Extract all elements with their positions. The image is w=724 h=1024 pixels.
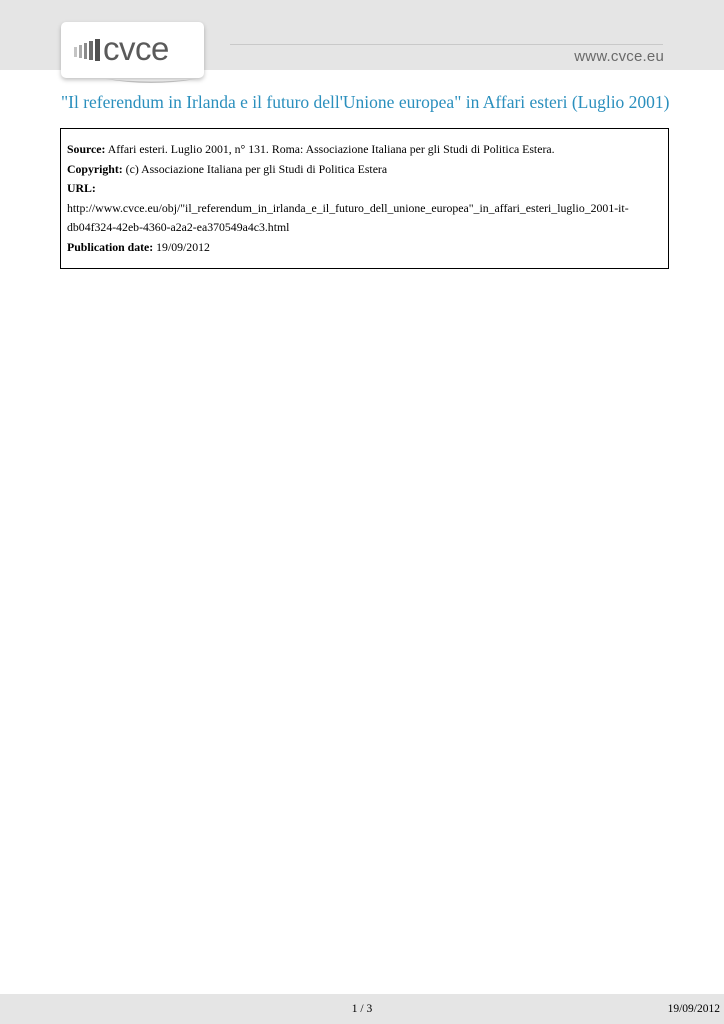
publication-date-value: 19/09/2012 xyxy=(156,239,210,254)
url-label-line xyxy=(67,179,668,199)
source-line xyxy=(67,140,668,160)
logo-shadow xyxy=(106,78,196,86)
publication-date-label: Publication date: xyxy=(67,239,154,254)
footer-date: 19/09/2012 xyxy=(667,1003,720,1015)
publication-date-line xyxy=(67,238,668,258)
cvce-logo[interactable] xyxy=(61,22,204,78)
copyright-value: (c) Associazione Italiana per gli Studi di Politica Estera xyxy=(125,161,388,176)
url-link-line-2[interactable]: db04f324-42eb-4360-a2a2-ea370549a4c3.html xyxy=(67,220,290,234)
header-rule xyxy=(230,44,663,45)
copyright-line xyxy=(67,160,668,180)
url-label: URL: xyxy=(67,181,96,195)
source-label: Source: xyxy=(67,142,106,156)
metadata-box xyxy=(60,128,669,269)
document-title: "Il referendum in Irlanda e il futuro dell'Unione europea" in Affari esteri (Luglio 2001) xyxy=(61,92,670,112)
source-value: Affari esteri. Luglio 2001, n° 131. Roma: Associazione Italiana per gli Studi di Politica Estera. xyxy=(107,142,555,156)
copyright-label: Copyright: xyxy=(67,161,123,176)
page-number: 1 / 3 xyxy=(351,1003,373,1015)
logo-text: cvce xyxy=(103,30,169,67)
book-pages-icon xyxy=(74,38,106,62)
url-link-line-1[interactable]: http://www.cvce.eu/obj/"il_referendum_in_irlanda_e_il_futuro_dell_unione_europea"_in_affari_esteri_luglio_2001-it- xyxy=(67,200,629,215)
site-url[interactable]: www.cvce.eu xyxy=(574,48,664,65)
